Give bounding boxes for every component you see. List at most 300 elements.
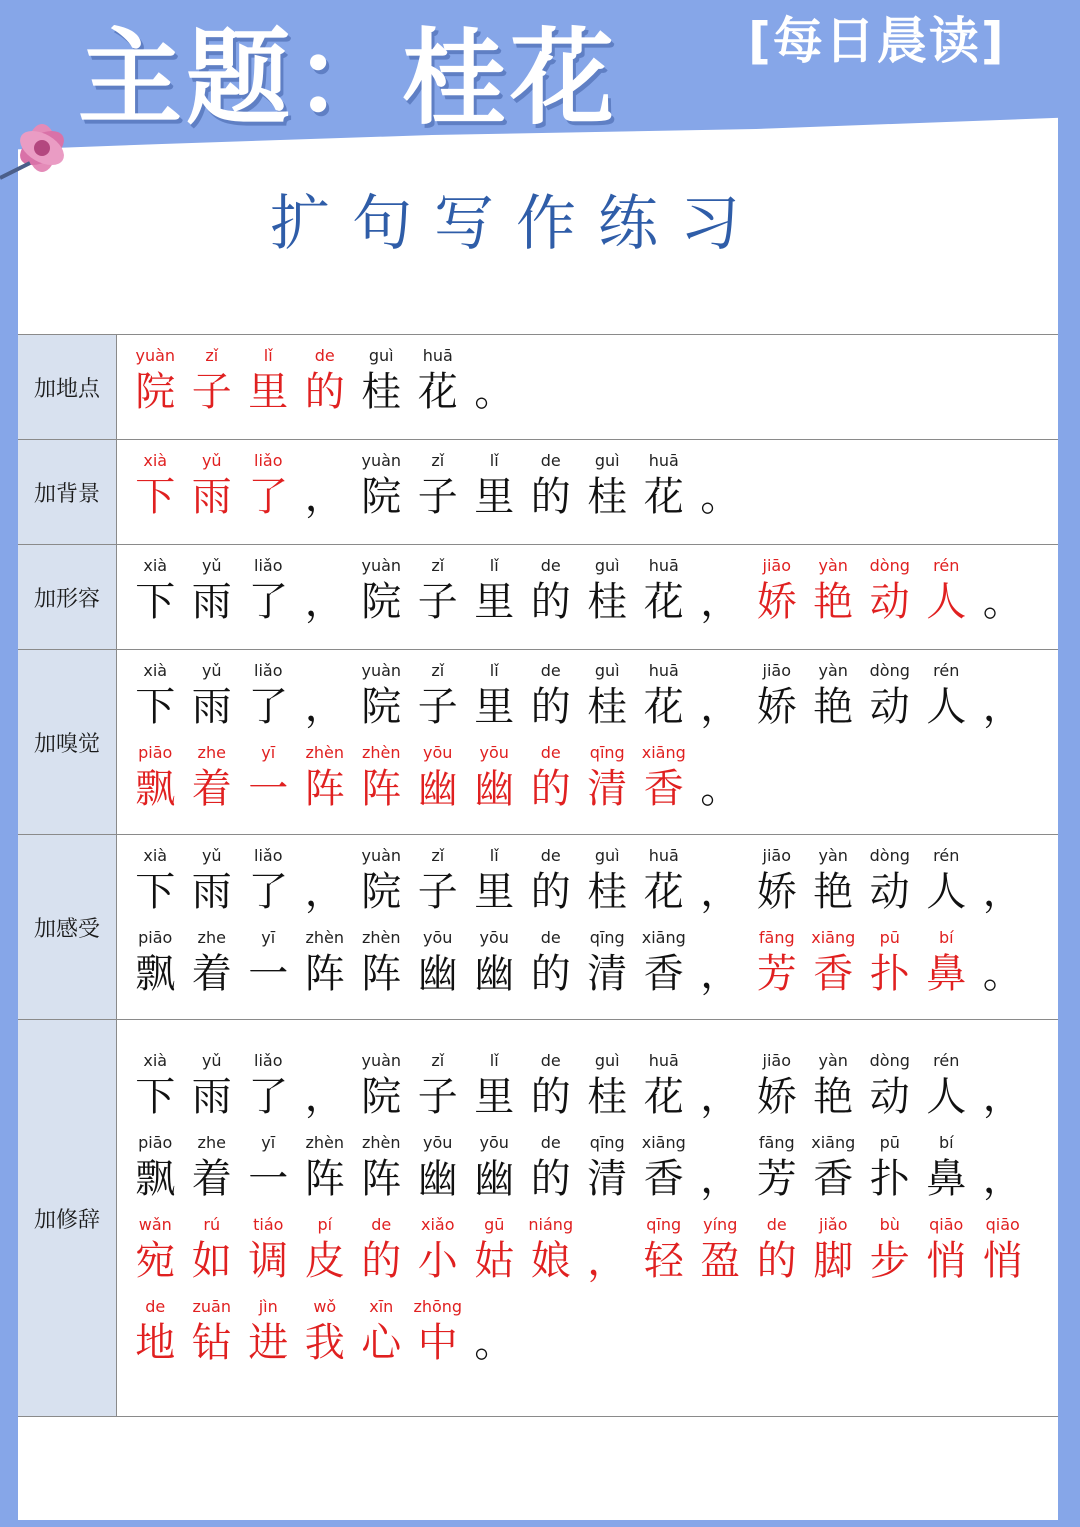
char-cell bbox=[127, 845, 184, 917]
pinyin: yī bbox=[261, 743, 276, 762]
sentence-line bbox=[127, 742, 1058, 824]
char-cell bbox=[240, 1132, 297, 1204]
flower-icon bbox=[0, 108, 80, 198]
table-row bbox=[18, 835, 1058, 1020]
pinyin: zǐ bbox=[431, 661, 445, 680]
char-cell bbox=[127, 1296, 184, 1368]
hanzi: 鼻 bbox=[926, 1156, 967, 1202]
char-cell bbox=[240, 345, 297, 417]
char-cell bbox=[918, 845, 975, 917]
char-cell bbox=[127, 927, 184, 999]
char-cell bbox=[410, 1050, 467, 1122]
char-cell bbox=[353, 1214, 410, 1286]
hanzi: 了 bbox=[248, 869, 289, 915]
char-cell bbox=[749, 1132, 806, 1204]
hanzi: 。 bbox=[982, 579, 1023, 625]
pinyin: qīng bbox=[646, 1215, 682, 1234]
hanzi: 的 bbox=[530, 1156, 571, 1202]
sentence-line bbox=[127, 927, 1058, 1009]
char-cell bbox=[692, 1132, 749, 1204]
char-cell bbox=[805, 660, 862, 732]
pinyin: dòng bbox=[869, 846, 910, 865]
hanzi: 里 bbox=[474, 869, 515, 915]
hanzi: 桂 bbox=[361, 369, 402, 415]
hanzi: 阵 bbox=[361, 951, 402, 997]
pinyin: piāo bbox=[138, 743, 173, 762]
hanzi: 里 bbox=[474, 1074, 515, 1120]
sentence-line bbox=[127, 1214, 1058, 1296]
char-cell bbox=[184, 927, 241, 999]
hanzi: 里 bbox=[474, 684, 515, 730]
hanzi: 一 bbox=[248, 766, 289, 812]
hanzi: ， bbox=[700, 1156, 741, 1202]
pinyin: yōu bbox=[423, 1133, 453, 1152]
char-cell bbox=[636, 1050, 693, 1122]
char-cell bbox=[297, 845, 354, 917]
hanzi: 。 bbox=[474, 1320, 515, 1366]
char-cell bbox=[975, 555, 1032, 627]
pinyin: yǔ bbox=[201, 1051, 222, 1070]
pinyin: fāng bbox=[758, 1133, 795, 1152]
hanzi: 的 bbox=[304, 369, 345, 415]
pinyin: lǐ bbox=[489, 661, 499, 680]
char-cell bbox=[353, 660, 410, 732]
hanzi: 娘 bbox=[530, 1238, 571, 1284]
char-cell bbox=[579, 660, 636, 732]
pinyin: zhèn bbox=[305, 743, 345, 762]
char-cell bbox=[410, 450, 467, 522]
hanzi: 院 bbox=[361, 1074, 402, 1120]
hanzi: 钻 bbox=[191, 1320, 232, 1366]
pinyin: jìn bbox=[258, 1297, 278, 1316]
sentence-line bbox=[127, 660, 1058, 742]
hanzi: 幽 bbox=[474, 766, 515, 812]
hanzi: 的 bbox=[530, 951, 571, 997]
pinyin: bí bbox=[938, 1133, 954, 1152]
hanzi: 的 bbox=[530, 766, 571, 812]
hanzi: 中 bbox=[417, 1320, 458, 1366]
pinyin: xià bbox=[143, 1051, 168, 1070]
pinyin: yuàn bbox=[361, 846, 402, 865]
hanzi: 下 bbox=[135, 684, 176, 730]
pinyin: xīn bbox=[369, 1297, 394, 1316]
hanzi: 艳 bbox=[813, 869, 854, 915]
char-cell bbox=[297, 1296, 354, 1368]
hanzi: 香 bbox=[643, 766, 684, 812]
pinyin: fāng bbox=[758, 928, 795, 947]
row-label: 加修辞 bbox=[18, 1020, 117, 1416]
hanzi: 了 bbox=[248, 579, 289, 625]
char-cell bbox=[692, 845, 749, 917]
hanzi: 悄 bbox=[982, 1238, 1023, 1284]
hanzi: 香 bbox=[643, 1156, 684, 1202]
char-cell bbox=[353, 927, 410, 999]
char-cell bbox=[975, 1214, 1032, 1286]
hanzi: 的 bbox=[530, 1074, 571, 1120]
pinyin: huā bbox=[422, 346, 453, 365]
hanzi: 下 bbox=[135, 474, 176, 520]
pinyin: yōu bbox=[479, 1133, 509, 1152]
hanzi: 下 bbox=[135, 869, 176, 915]
char-cell bbox=[184, 742, 241, 814]
hanzi: 的 bbox=[361, 1238, 402, 1284]
char-cell bbox=[466, 345, 523, 417]
hanzi: 娇 bbox=[756, 1074, 797, 1120]
hanzi: 着 bbox=[191, 951, 232, 997]
hanzi: 幽 bbox=[474, 951, 515, 997]
hanzi: 艳 bbox=[813, 1074, 854, 1120]
hanzi: 幽 bbox=[417, 1156, 458, 1202]
char-cell bbox=[184, 1214, 241, 1286]
exercise-table bbox=[18, 334, 1058, 1417]
hanzi: 下 bbox=[135, 1074, 176, 1120]
char-cell bbox=[749, 555, 806, 627]
char-cell bbox=[297, 555, 354, 627]
hanzi: ， bbox=[982, 684, 1023, 730]
char-cell bbox=[353, 555, 410, 627]
char-cell bbox=[918, 927, 975, 999]
hanzi: 动 bbox=[869, 579, 910, 625]
hanzi: 芳 bbox=[756, 951, 797, 997]
char-cell bbox=[692, 927, 749, 999]
hanzi: 花 bbox=[643, 1074, 684, 1120]
pinyin: huā bbox=[648, 661, 679, 680]
char-cell bbox=[184, 1296, 241, 1368]
hanzi: 步 bbox=[869, 1238, 910, 1284]
char-cell bbox=[692, 660, 749, 732]
pinyin: piāo bbox=[138, 1133, 173, 1152]
pinyin: zhèn bbox=[305, 928, 345, 947]
sentence-line bbox=[127, 1296, 1058, 1378]
char-cell bbox=[523, 555, 580, 627]
char-cell bbox=[184, 1050, 241, 1122]
char-cell bbox=[466, 742, 523, 814]
hanzi: 艳 bbox=[813, 579, 854, 625]
hanzi: ， bbox=[982, 1156, 1023, 1202]
hanzi: 院 bbox=[135, 369, 176, 415]
char-cell bbox=[749, 1050, 806, 1122]
pinyin: zhe bbox=[197, 1133, 226, 1152]
char-cell bbox=[636, 742, 693, 814]
hanzi: 动 bbox=[869, 684, 910, 730]
subtitle: 扩句写作练习 bbox=[270, 189, 762, 259]
hanzi: 娇 bbox=[756, 579, 797, 625]
row-label: 加感受 bbox=[18, 835, 117, 1019]
pinyin: yuàn bbox=[361, 661, 402, 680]
pinyin: yǔ bbox=[201, 846, 222, 865]
char-cell bbox=[466, 927, 523, 999]
pinyin: yǔ bbox=[201, 451, 222, 470]
char-cell bbox=[410, 555, 467, 627]
hanzi: 幽 bbox=[474, 1156, 515, 1202]
pinyin: zhèn bbox=[305, 1133, 345, 1152]
hanzi: 宛 bbox=[135, 1238, 176, 1284]
hanzi: 院 bbox=[361, 474, 402, 520]
pinyin: zǐ bbox=[431, 451, 445, 470]
hanzi: ， bbox=[700, 951, 741, 997]
hanzi: 。 bbox=[700, 474, 741, 520]
char-cell bbox=[862, 1050, 919, 1122]
pinyin: yǔ bbox=[201, 661, 222, 680]
hanzi: 了 bbox=[248, 684, 289, 730]
hanzi: 子 bbox=[417, 474, 458, 520]
table-row bbox=[18, 650, 1058, 835]
char-cell bbox=[297, 345, 354, 417]
hanzi: 我 bbox=[304, 1320, 345, 1366]
pinyin: lǐ bbox=[489, 451, 499, 470]
pinyin: de bbox=[540, 1051, 561, 1070]
char-cell bbox=[297, 1050, 354, 1122]
char-cell bbox=[918, 555, 975, 627]
char-cell bbox=[805, 927, 862, 999]
char-cell bbox=[240, 1296, 297, 1368]
pinyin: bù bbox=[879, 1215, 900, 1234]
pinyin: lǐ bbox=[489, 1051, 499, 1070]
pinyin: de bbox=[540, 661, 561, 680]
pinyin: de bbox=[540, 451, 561, 470]
row-content bbox=[117, 650, 1058, 834]
char-cell bbox=[579, 1214, 636, 1286]
char-cell bbox=[579, 1132, 636, 1204]
hanzi: 花 bbox=[643, 579, 684, 625]
char-cell bbox=[240, 845, 297, 917]
char-cell bbox=[975, 660, 1032, 732]
hanzi: 艳 bbox=[813, 684, 854, 730]
sentence-line bbox=[127, 1050, 1058, 1132]
sentence-line bbox=[127, 345, 1058, 427]
char-cell bbox=[353, 1296, 410, 1368]
hanzi: ， bbox=[700, 579, 741, 625]
char-cell bbox=[410, 1296, 467, 1368]
hanzi: 子 bbox=[417, 1074, 458, 1120]
pinyin: de bbox=[540, 556, 561, 575]
pinyin: xiāng bbox=[641, 928, 686, 947]
char-cell bbox=[805, 1132, 862, 1204]
char-cell bbox=[523, 1132, 580, 1204]
hanzi: 娇 bbox=[756, 684, 797, 730]
pinyin: yàn bbox=[818, 1051, 848, 1070]
char-cell bbox=[749, 1214, 806, 1286]
char-cell bbox=[410, 1214, 467, 1286]
char-cell bbox=[466, 450, 523, 522]
char-cell bbox=[466, 845, 523, 917]
char-cell bbox=[184, 1132, 241, 1204]
hanzi: 院 bbox=[361, 869, 402, 915]
char-cell bbox=[862, 1132, 919, 1204]
pinyin: de bbox=[766, 1215, 787, 1234]
hanzi: 子 bbox=[417, 579, 458, 625]
char-cell bbox=[749, 660, 806, 732]
pinyin: xià bbox=[143, 661, 168, 680]
pinyin: yuàn bbox=[361, 1051, 402, 1070]
pinyin: rén bbox=[933, 661, 960, 680]
char-cell bbox=[862, 1214, 919, 1286]
char-cell bbox=[579, 742, 636, 814]
pinyin: yī bbox=[261, 928, 276, 947]
hanzi: 扑 bbox=[869, 951, 910, 997]
hanzi: 。 bbox=[700, 766, 741, 812]
char-cell bbox=[636, 1132, 693, 1204]
pinyin: guì bbox=[594, 846, 620, 865]
char-cell bbox=[297, 742, 354, 814]
hanzi: ， bbox=[587, 1238, 628, 1284]
char-cell bbox=[353, 742, 410, 814]
char-cell bbox=[975, 927, 1032, 999]
hanzi: 桂 bbox=[587, 474, 628, 520]
char-cell bbox=[636, 660, 693, 732]
hanzi: 子 bbox=[191, 369, 232, 415]
pinyin: xià bbox=[143, 846, 168, 865]
row-label: 加形容 bbox=[18, 545, 117, 649]
pinyin: de bbox=[540, 743, 561, 762]
char-cell bbox=[127, 555, 184, 627]
hanzi: 清 bbox=[587, 766, 628, 812]
table-row bbox=[18, 545, 1058, 650]
hanzi: 阵 bbox=[304, 951, 345, 997]
hanzi: 人 bbox=[926, 1074, 967, 1120]
pinyin: yuàn bbox=[361, 451, 402, 470]
char-cell bbox=[297, 1132, 354, 1204]
hanzi: 娇 bbox=[756, 869, 797, 915]
hanzi: 阵 bbox=[304, 766, 345, 812]
char-cell bbox=[579, 927, 636, 999]
pinyin: huā bbox=[648, 846, 679, 865]
char-cell bbox=[240, 450, 297, 522]
char-cell bbox=[353, 1050, 410, 1122]
hanzi: 盈 bbox=[700, 1238, 741, 1284]
hanzi: 花 bbox=[643, 684, 684, 730]
pinyin: de bbox=[145, 1297, 166, 1316]
char-cell bbox=[410, 345, 467, 417]
pinyin: pū bbox=[879, 928, 900, 947]
hanzi: 的 bbox=[530, 684, 571, 730]
pinyin: de bbox=[540, 846, 561, 865]
pinyin: zǐ bbox=[431, 556, 445, 575]
hanzi: 姑 bbox=[474, 1238, 515, 1284]
hanzi: 一 bbox=[248, 951, 289, 997]
sentence-line bbox=[127, 555, 1058, 637]
sentence-line bbox=[127, 450, 1058, 532]
pinyin: yōu bbox=[479, 743, 509, 762]
char-cell bbox=[127, 345, 184, 417]
pinyin: guì bbox=[594, 556, 620, 575]
char-cell bbox=[636, 845, 693, 917]
pinyin: jiāo bbox=[762, 556, 791, 575]
hanzi: 花 bbox=[643, 474, 684, 520]
page-title: 主题：桂花 bbox=[78, 17, 619, 139]
char-cell bbox=[466, 1132, 523, 1204]
char-cell bbox=[466, 1296, 523, 1368]
hanzi: 雨 bbox=[191, 684, 232, 730]
sentence-line bbox=[127, 845, 1058, 927]
hanzi: 皮 bbox=[304, 1238, 345, 1284]
char-cell bbox=[410, 1132, 467, 1204]
hanzi: 香 bbox=[813, 1156, 854, 1202]
hanzi: ， bbox=[700, 1074, 741, 1120]
hanzi: ， bbox=[982, 869, 1023, 915]
hanzi: ， bbox=[304, 1074, 345, 1120]
pinyin: de bbox=[540, 928, 561, 947]
char-cell bbox=[523, 660, 580, 732]
row-content bbox=[117, 545, 1058, 649]
pinyin: qīng bbox=[589, 743, 625, 762]
pinyin: xià bbox=[143, 556, 168, 575]
hanzi: 鼻 bbox=[926, 951, 967, 997]
pinyin: rén bbox=[933, 1051, 960, 1070]
hanzi: 子 bbox=[417, 684, 458, 730]
hanzi: ， bbox=[304, 579, 345, 625]
char-cell bbox=[127, 1214, 184, 1286]
pinyin: huā bbox=[648, 451, 679, 470]
pinyin: yōu bbox=[423, 743, 453, 762]
pinyin: de bbox=[371, 1215, 392, 1234]
pinyin: guì bbox=[594, 1051, 620, 1070]
char-cell bbox=[862, 845, 919, 917]
pinyin: yī bbox=[261, 1133, 276, 1152]
hanzi: 花 bbox=[417, 369, 458, 415]
row-label: 加地点 bbox=[18, 335, 117, 439]
hanzi: 院 bbox=[361, 684, 402, 730]
char-cell bbox=[579, 845, 636, 917]
hanzi: 了 bbox=[248, 1074, 289, 1120]
hanzi: 人 bbox=[926, 579, 967, 625]
char-cell bbox=[127, 742, 184, 814]
hanzi: 桂 bbox=[587, 579, 628, 625]
pinyin: rén bbox=[933, 846, 960, 865]
char-cell bbox=[692, 555, 749, 627]
pinyin: rén bbox=[933, 556, 960, 575]
hanzi: 香 bbox=[643, 951, 684, 997]
hanzi: 如 bbox=[191, 1238, 232, 1284]
table-row bbox=[18, 440, 1058, 545]
hanzi: 飘 bbox=[135, 951, 176, 997]
pinyin: guì bbox=[594, 451, 620, 470]
hanzi: 下 bbox=[135, 579, 176, 625]
hanzi: 阵 bbox=[361, 766, 402, 812]
pinyin: dòng bbox=[869, 556, 910, 575]
pinyin: dòng bbox=[869, 661, 910, 680]
row-content bbox=[117, 835, 1058, 1019]
char-cell bbox=[466, 555, 523, 627]
char-cell bbox=[184, 555, 241, 627]
char-cell bbox=[805, 1214, 862, 1286]
hanzi: 人 bbox=[926, 684, 967, 730]
char-cell bbox=[240, 1214, 297, 1286]
hanzi: 的 bbox=[530, 579, 571, 625]
char-cell bbox=[523, 845, 580, 917]
pinyin: huā bbox=[648, 1051, 679, 1070]
char-cell bbox=[692, 450, 749, 522]
char-cell bbox=[579, 450, 636, 522]
pinyin: jiāo bbox=[762, 1051, 791, 1070]
hanzi: 雨 bbox=[191, 579, 232, 625]
char-cell bbox=[184, 450, 241, 522]
char-cell bbox=[353, 1132, 410, 1204]
char-cell bbox=[410, 742, 467, 814]
char-cell bbox=[862, 927, 919, 999]
pinyin: xiǎo bbox=[420, 1215, 455, 1234]
char-cell bbox=[975, 1050, 1032, 1122]
pinyin: liǎo bbox=[254, 451, 283, 470]
char-cell bbox=[240, 1050, 297, 1122]
char-cell bbox=[692, 742, 749, 814]
pinyin: gū bbox=[484, 1215, 505, 1234]
pinyin: guì bbox=[594, 661, 620, 680]
char-cell bbox=[918, 1132, 975, 1204]
hanzi: 一 bbox=[248, 1156, 289, 1202]
pinyin: lǐ bbox=[263, 346, 273, 365]
hanzi: 阵 bbox=[361, 1156, 402, 1202]
